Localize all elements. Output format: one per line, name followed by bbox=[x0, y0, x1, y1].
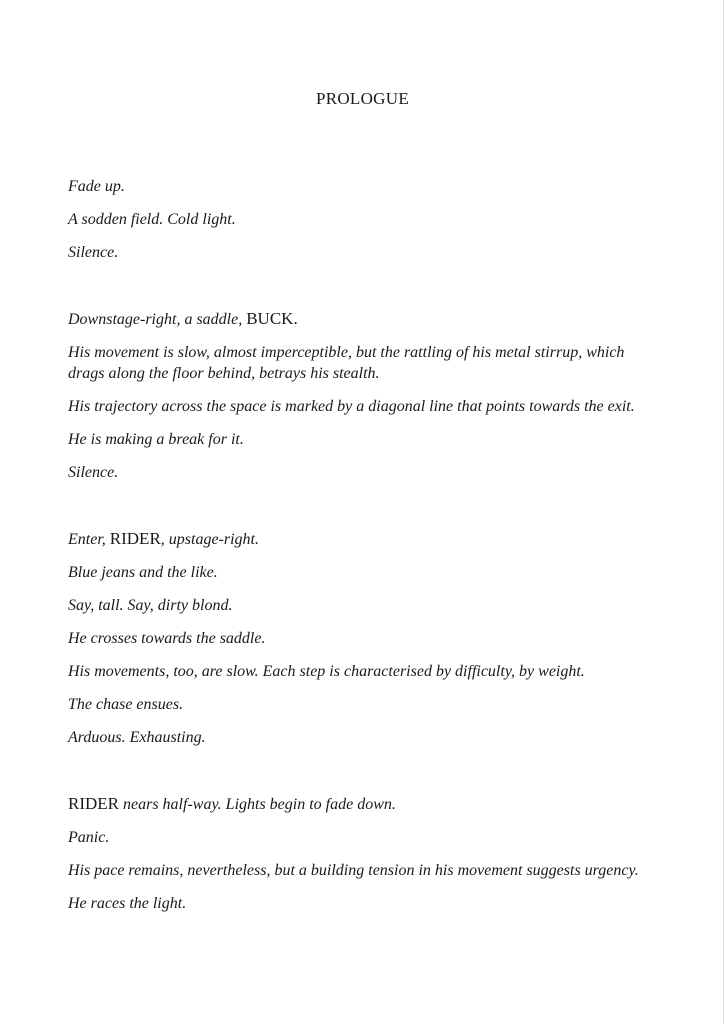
character-name: RIDER bbox=[68, 794, 119, 813]
stage-direction: A sodden field. Cold light. bbox=[68, 211, 236, 228]
stage-direction-section bbox=[68, 176, 658, 263]
page-title: PROLOGUE bbox=[315, 89, 410, 108]
character-name: BUCK bbox=[246, 309, 294, 328]
stage-direction-section bbox=[68, 308, 658, 483]
section-gap bbox=[68, 760, 658, 793]
stage-direction: Blue jeans and the like. bbox=[68, 564, 218, 581]
section-gap bbox=[68, 275, 658, 308]
stage-direction: Arduous. Exhausting. bbox=[68, 729, 206, 746]
stage-direction: The chase ensues. bbox=[68, 696, 184, 713]
stage-direction: He is making a break for it. bbox=[68, 431, 244, 448]
script-body bbox=[68, 176, 658, 926]
direction-text: nears half-way. Lights begin to fade down. bbox=[119, 796, 396, 813]
stage-direction: He races the light. bbox=[68, 895, 187, 912]
stage-direction: His pace remains, nevertheless, but a building tension in his movement suggests urgency. bbox=[68, 862, 639, 879]
stage-direction: His movements, too, are slow. Each step is characterised by difficulty, by weight. bbox=[68, 663, 585, 680]
stage-direction bbox=[68, 528, 658, 550]
direction-text: Downstage-right, a saddle, bbox=[68, 311, 247, 328]
stage-direction: Fade up. bbox=[68, 178, 125, 195]
stage-direction: He crosses towards the saddle. bbox=[68, 630, 266, 647]
section-gap bbox=[68, 495, 658, 528]
stage-direction-section bbox=[68, 793, 658, 914]
character-name: RIDER bbox=[109, 529, 161, 548]
direction-text: . bbox=[293, 309, 298, 328]
stage-direction: His trajectory across the space is marked by a diagonal line that points towards the exit. bbox=[68, 398, 635, 415]
stage-direction: Silence. bbox=[68, 244, 119, 261]
direction-text: Enter, bbox=[68, 531, 110, 548]
stage-direction: Panic. bbox=[68, 829, 110, 846]
stage-direction: Silence. bbox=[68, 464, 119, 481]
stage-direction: His movement is slow, almost imperceptible, but the rattling of his metal stirrup, which drags along the floor behind, betrays his stealth. bbox=[68, 344, 625, 382]
stage-direction bbox=[68, 308, 658, 330]
direction-text: , upstage-right. bbox=[160, 531, 259, 548]
stage-direction: Say, tall. Say, dirty blond. bbox=[68, 597, 233, 614]
stage-direction bbox=[68, 793, 658, 815]
stage-direction-section bbox=[68, 528, 658, 748]
